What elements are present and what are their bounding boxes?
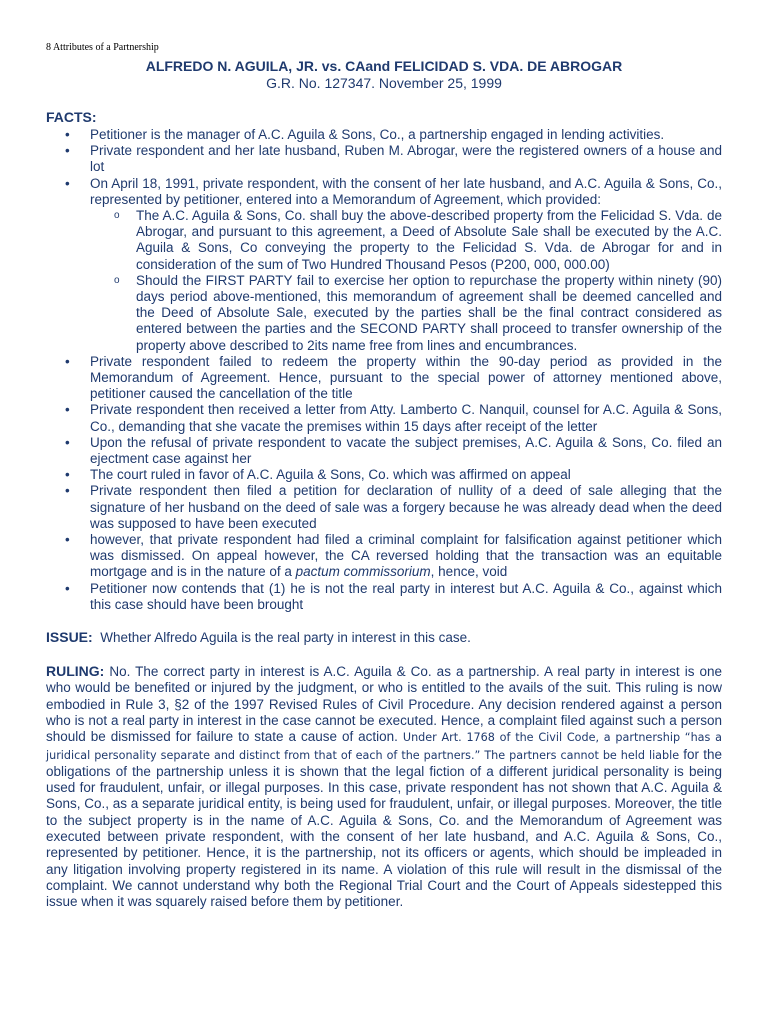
ruling-heading: RULING: bbox=[46, 663, 105, 680]
issue-paragraph bbox=[46, 629, 722, 646]
latin-term: pactum commissorium bbox=[295, 564, 431, 580]
list-item bbox=[46, 435, 722, 467]
list-item bbox=[46, 532, 722, 581]
list-item bbox=[46, 467, 722, 483]
case-title: ALFREDO N. AGUILA, JR. vs. CAand FELICIDAD S. VDA. DE ABROGAR bbox=[145, 58, 623, 74]
fact-text: Petitioner is the manager of A.C. Aguila & Sons, Co., a partnership engaged in lending activities. bbox=[90, 127, 665, 142]
issue-heading: ISSUE: bbox=[46, 629, 93, 646]
list-item bbox=[46, 176, 722, 354]
list-item bbox=[46, 143, 722, 175]
list-item bbox=[46, 354, 722, 403]
ruling-text-part1: No. The correct party in interest is A.C. Aguila & Co. as a partnership. A real party in interest is one who would be benefited or injured by the judgment, or who is entitled to the avails of the suit. This ruling is now embodied in Rule 3, §2 of the 1997 Revised Rules of Civil Procedure. Any decision rendered against a person who is not a real party in interest in the case cannot be executed. Hence, a complaint filed against such a person should be dismissed for failure to state a cause of action. bbox=[46, 664, 722, 745]
fact-text: Private respondent then filed a petition for declaration of nullity of a deed of sale alleging that the signature of her husband on the deed of sale was a forgery because he was already dead when the deed was supposed to have been executed bbox=[90, 483, 722, 531]
list-item bbox=[46, 127, 722, 143]
fact-text-end: , hence, void bbox=[430, 564, 508, 580]
case-number: G.R. No. 127347. November 25, 1999 bbox=[266, 75, 502, 91]
issue-text: Whether Alfredo Aguila is the real party in interest in this case. bbox=[100, 630, 471, 646]
ruling-text-part2: Under Art. 1768 of the Civil Code, a partnership “has a juridical personality separate and distinct from that of each of the partners.” The partners cannot be held liable bbox=[46, 731, 722, 762]
fact-text: The court ruled in favor of A.C. Aguila & Sons, Co. which was affirmed on appeal bbox=[90, 467, 571, 483]
sub-list-item: o Should the FIRST PARTY fail to exercise her option to repurchase the property within ninety (90) days period above-mentioned, this memorandum of agreement shall be deemed cancelled and the Deed of Absolute Sale, executed by the parties shall be the final contract considered as entered between the parties and the SECOND PARTY shall proceed to transfer ownership of the property above described to 2its name free from lines and encumbrances. bbox=[90, 273, 722, 354]
list-item bbox=[46, 483, 722, 532]
sub-list bbox=[90, 208, 722, 354]
facts-list bbox=[46, 127, 722, 613]
page-header-note: 8 Attributes of a Partnership bbox=[46, 42, 159, 53]
list-item bbox=[46, 581, 722, 613]
fact-text: however, that private respondent had filed a criminal complaint for falsification against petitioner which was dismissed. On appeal however, the CA reversed holding that the transaction was an equitable mortgage and is in the nature of a bbox=[90, 532, 722, 580]
fact-text: Private respondent failed to redeem the property within the 90-day period as provided in the Memorandum of Agreement. Hence, pursuant to the special power of attorney mentioned above, petitioner caused the cancellation of the title bbox=[90, 353, 722, 402]
fact-text: Upon the refusal of private respondent to vacate the subject premises, A.C. Aguila & Sons, Co. filed an ejectment case against her bbox=[90, 434, 722, 467]
ruling-text-part3: for the obligations of the partnership unless it is shown that the legal fiction of a different juridical personality is being used for fraudulent, unfair, or illegal purposes. In this case, private respondent has not shown that A.C. Aguila & Sons, Co., as a separate juridical entity, is being used for fraudulent, unfair, or illegal purposes. Moreover, the title to the subject property is in the name of A.C. Aguila & Sons, Co. and the Memorandum of Agreement was executed between private respondent, with the consent of her late husband, and A.C. Aguila & Sons, Co., represented by petitioner. Hence, it is the partnership, not its officers or agents, which should be impleaded in any litigation involving property registered in its name. A violation of this rule will result in the dismissal of the complaint. We cannot understand why both the Regional Trial Court and the Court of Appeals sidestepped this issue when it was squarely raised before them by petitioner. bbox=[46, 746, 722, 910]
fact-text: Private respondent and her late husband, Ruben M. Abrogar, were the registered owners of a house and lot bbox=[90, 143, 722, 175]
ruling-paragraph bbox=[46, 663, 722, 910]
fact-text: Private respondent then received a letter from Atty. Lamberto C. Nanquil, counsel for A.C. Aguila & Sons, Co., demanding that she vacate the premises within 15 days after receipt of the letter bbox=[90, 402, 722, 434]
fact-text: On April 18, 1991, private respondent, with the consent of her late husband, and A.C. Aguila & Sons, Co., represented by petitioner, entered into a Memorandum of Agreement, which provided: bbox=[90, 175, 722, 207]
sub-list-item: o The A.C. Aguila & Sons, Co. shall buy the above-described property from the Felicidad S. Vda. de Abrogar, and pursuant to this agreement, a Deed of Absolute Sale shall be executed by the A.C. Aguila & Sons, Co conveying the property to the Felicidad S. Vda. de Abrogar for and in consideration of the sum of Two Hundred Thousand Pesos (P200, 000, 000.00) bbox=[90, 208, 722, 273]
fact-text: Petitioner now contends that (1) he is not the real party in interest but A.C. Aguila & Co., against which this case should have been brought bbox=[90, 580, 722, 612]
facts-heading: FACTS: bbox=[46, 109, 97, 125]
list-item bbox=[46, 402, 722, 434]
